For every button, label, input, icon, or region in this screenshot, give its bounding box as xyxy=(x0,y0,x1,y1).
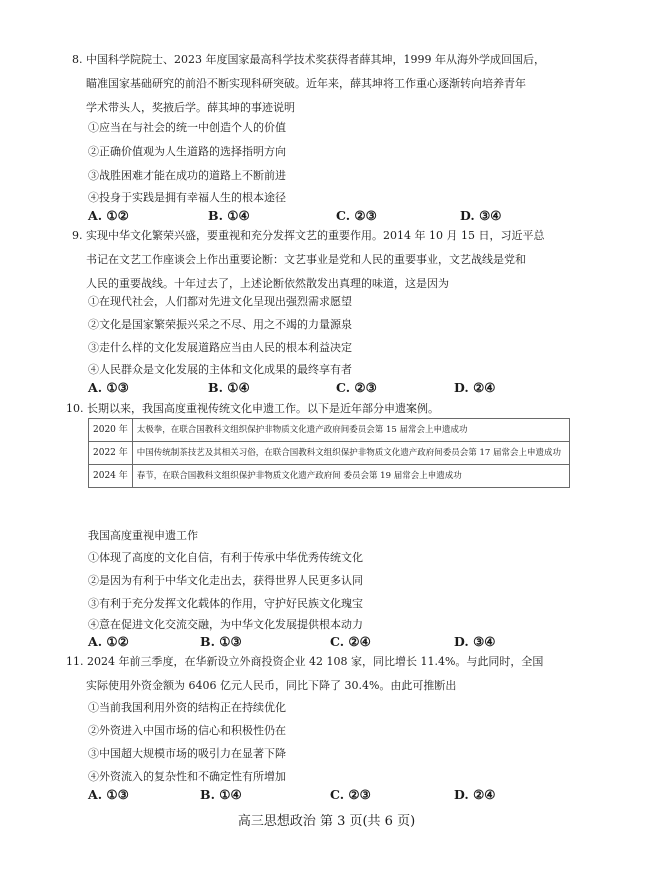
option-1: ①在现代社会，人们都对先进文化呈现出强烈需求愿望 xyxy=(88,295,352,308)
table-cell-event: 中国传统制茶技艺及其相关习俗，在联合国教科文组织保护非物质文化遗产政府间委员会第 17 届常会上申遗成功 xyxy=(132,442,569,465)
page-footer: 高三思想政治 第 3 页(共 6 页) xyxy=(237,814,416,829)
table-cell-year: 2022 年 xyxy=(89,442,133,465)
question-8-stem xyxy=(72,48,592,120)
option-1: ①应当在与社会的统一中创造个人的价值 xyxy=(88,121,286,134)
option-2: ②文化是国家繁荣振兴采之不尽、用之不竭的力量源泉 xyxy=(88,318,352,331)
option-3: ③中国超大规模市场的吸引力在显著下降 xyxy=(88,747,286,760)
option-1: ①当前我国利用外资的结构正在持续优化 xyxy=(88,701,286,714)
question-11-stem xyxy=(66,650,586,698)
stem-line: 10. 长期以来，我国高度重视传统文化申遗工作。以下是近年部分申遗案例。 xyxy=(66,402,439,415)
choice-a: A. ①② xyxy=(88,208,129,223)
table-row xyxy=(89,465,570,488)
choice-a: A. ①③ xyxy=(88,380,129,395)
option-4: ④意在促进文化交流交融，为中华文化发展提供根本动力 xyxy=(88,618,363,631)
choice-b: B. ①④ xyxy=(200,787,242,802)
choice-a: A. ①② xyxy=(88,634,129,649)
choice-b: B. ①④ xyxy=(208,380,250,395)
stem-line: 人民的重要战线。十年过去了，上述论断依然散发出真理的味道，这是因为 xyxy=(86,277,449,290)
choice-b: B. ①④ xyxy=(208,208,250,223)
option-4: ④外资流入的复杂性和不确定性有所增加 xyxy=(88,770,286,783)
stem-line: 9. 实现中华文化繁荣兴盛，要重视和充分发挥文艺的重要作用。2014 年 10 月 15 日，习近平总 xyxy=(72,229,545,242)
stem-line: 瞄准国家基础研究的前沿不断实现科研突破。近年来，薛其坤将工作重心逐渐转向培养青年 xyxy=(86,77,526,90)
option-4: ④人民群众是文化发展的主体和文化成果的最终享有者 xyxy=(88,363,352,376)
question-9-stem xyxy=(72,224,592,296)
heritage-table xyxy=(88,418,570,488)
option-2: ②正确价值观为人生道路的选择指明方向 xyxy=(88,145,286,158)
stem-line: 8. 中国科学院院士、2023 年度国家最高科学技术奖获得者薛其坤，1999 年从海外学成回国后， xyxy=(72,53,545,66)
table-cell-event: 春节，在联合国教科文组织保护非物质文化遗产政府间 委员会第 19 届常会上申遗成功 xyxy=(132,465,569,488)
choice-d: D. ③④ xyxy=(460,208,502,223)
option-3: ③走什么样的文化发展道路应当由人民的根本利益决定 xyxy=(88,341,352,354)
choice-c: C. ②④ xyxy=(330,634,371,649)
option-2: ②外资进入中国市场的信心和积极性仍在 xyxy=(88,724,286,737)
option-4: ④投身于实践是拥有幸福人生的根本途径 xyxy=(88,191,286,204)
question-10-intro: 我国高度重视申遗工作 xyxy=(88,529,198,542)
table-cell-year: 2020 年 xyxy=(89,419,133,442)
choice-c: C. ②③ xyxy=(336,208,377,223)
stem-line: 书记在文艺工作座谈会上作出重要论断：文艺事业是党和人民的重要事业，文艺战线是党和 xyxy=(86,253,526,266)
choice-d: D. ②④ xyxy=(454,380,496,395)
option-1: ①体现了高度的文化自信，有利于传承中华优秀传统文化 xyxy=(88,551,363,564)
choice-a: A. ①③ xyxy=(88,787,129,802)
table-row xyxy=(89,442,570,465)
table-cell-year: 2024 年 xyxy=(89,465,133,488)
choice-d: D. ③④ xyxy=(454,634,496,649)
option-3: ③有利于充分发挥文化载体的作用，守护好民族文化瑰宝 xyxy=(88,597,363,610)
option-2: ②是因为有利于中华文化走出去，获得世界人民更多认同 xyxy=(88,574,363,587)
choice-c: C. ②③ xyxy=(330,787,371,802)
stem-line: 学术带头人，奖掖后学。薛其坤的事迹说明 xyxy=(86,101,295,114)
choice-d: D. ②④ xyxy=(454,787,496,802)
stem-line: 实际使用外资金额为 6406 亿元人民币，同比下降了 30.4%。由此可推断出 xyxy=(86,679,457,692)
option-3: ③战胜困难才能在成功的道路上不断前进 xyxy=(88,169,286,182)
stem-line: 11. 2024 年前三季度，在华新设立外商投资企业 42 108 家，同比增长 11.4%。与此同时，全国 xyxy=(66,655,544,668)
table-cell-event: 太极拳，在联合国教科文组织保护非物质文化遗产政府间委员会第 15 届常会上申遗成功 xyxy=(132,419,569,442)
table-row xyxy=(89,419,570,442)
choice-b: B. ①③ xyxy=(200,634,242,649)
choice-c: C. ②③ xyxy=(336,380,377,395)
